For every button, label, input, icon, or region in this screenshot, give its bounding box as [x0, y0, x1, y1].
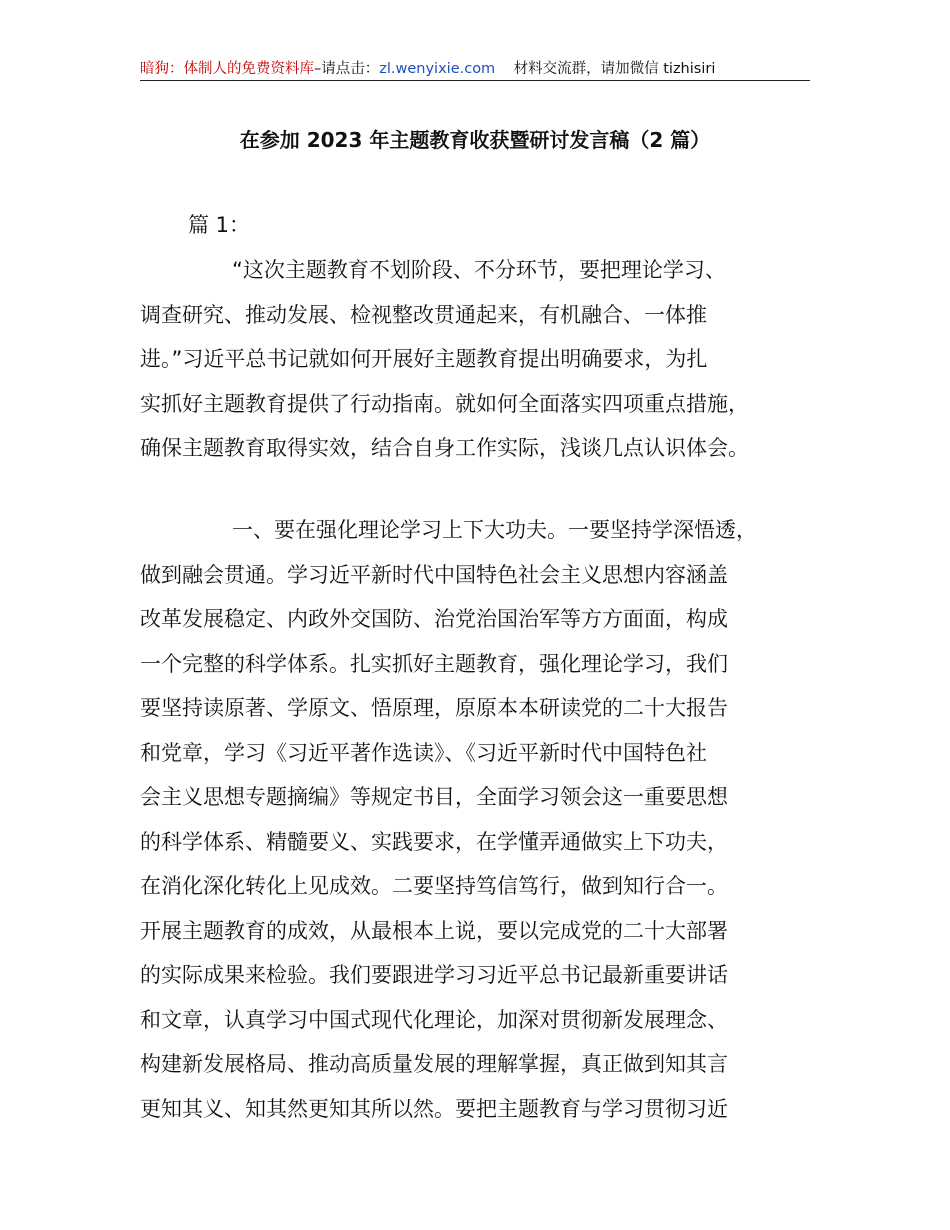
- section-label: 篇 1：: [188, 213, 251, 237]
- paragraph-line: 调查研究、推动发展、检视整改贯通起来，有机融合、一体推: [140, 302, 707, 327]
- paragraph-line: 实抓好主题教育提供了行动指南。就如何全面落实四项重点措施，: [140, 391, 749, 416]
- paragraph-line: 一个完整的科学体系。扎实抓好主题教育，强化理论学习，我们: [140, 651, 728, 676]
- paragraph-line: 要坚持读原著、学原文、悟原理，原原本本研读党的二十大报告: [140, 696, 728, 720]
- paragraph-line: 的实际成果来检验。我们要跟进学习习近平总书记最新重要讲话: [140, 963, 728, 987]
- paragraph-line: 改革发展稳定、内政外交国防、治党治国治军等方方面面，构成: [140, 607, 728, 631]
- paragraph-line: 进。”习近平总书记就如何开展好主题教育提出明确要求，为扎: [140, 347, 708, 371]
- paragraph-2: [140, 508, 812, 1131]
- page-header: [140, 58, 810, 80]
- header-brand: 暗狗：体制人的免费资料库: [140, 61, 314, 77]
- paragraph-line: 和文章，认真学习中国式现代化理论，加深对贯彻新发展理念、: [140, 1007, 728, 1032]
- paragraph-1: [140, 248, 812, 471]
- paragraph-line: “这次主题教育不划阶段、不分环节，要把理论学习、: [232, 258, 726, 282]
- paragraph-line: 一、要在强化理论学习上下大功夫。一要坚持学深悟透，: [232, 518, 757, 542]
- document-title: 在参加 2023 年主题教育收获暨研讨发言稿（2 篇）: [239, 128, 711, 152]
- header-contact: 材料交流群，请加微信 tizhisiri: [513, 61, 716, 77]
- header-site-link[interactable]: zl.wenyixie.com: [379, 61, 496, 77]
- paragraph-line: 在消化深化转化上见成效。二要坚持笃信笃行，做到知行合一。: [140, 874, 728, 898]
- paragraph-line: 构建新发展格局、推动高质量发展的理解掌握，真正做到知其言: [140, 1052, 728, 1076]
- paragraph-line: 和党章，学习《习近平著作选读》、《习近平新时代中国特色社: [140, 740, 707, 765]
- paragraph-line: 做到融会贯通。学习近平新时代中国特色社会主义思想内容涵盖: [140, 562, 728, 587]
- paragraph-line: 的科学体系、精髓要义、实践要求，在学懂弄通做实上下功夫，: [140, 829, 728, 854]
- header-divider: [140, 80, 810, 81]
- paragraph-line: 开展主题教育的成效，从最根本上说，要以完成党的二十大部署: [140, 918, 728, 943]
- paragraph-line: 更知其义、知其然更知其所以然。要把主题教育与学习贯彻习近: [140, 1096, 728, 1121]
- header-click-prompt: –请点击：: [314, 61, 380, 77]
- paragraph-line: 会主义思想专题摘编》等规定书目，全面学习领会这一重要思想: [140, 785, 728, 809]
- paragraph-line: 确保主题教育取得实效，结合自身工作实际，浅谈几点认识体会。: [140, 436, 749, 460]
